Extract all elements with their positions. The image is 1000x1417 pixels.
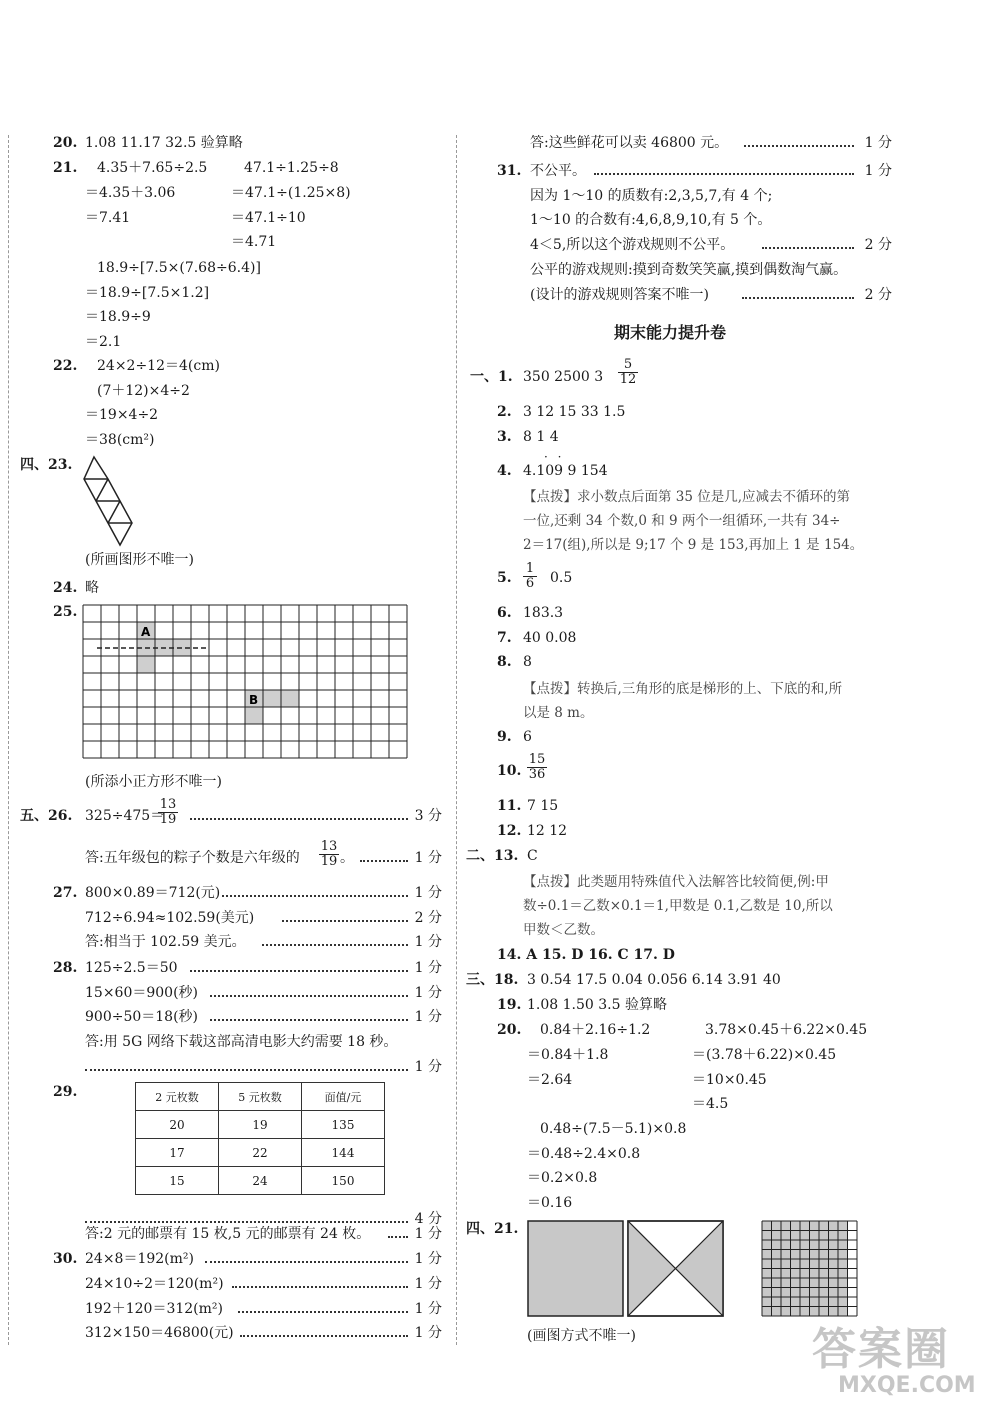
q28-number: 28. xyxy=(53,960,78,976)
q26-number: 五、26. xyxy=(20,808,73,824)
q20b-line3: ＝10×0.45 xyxy=(692,1072,767,1088)
q4-answer: 4.109 9 154 xyxy=(523,463,608,479)
q26-ans-den: 19 xyxy=(320,854,338,869)
q18-number: 三、18. xyxy=(466,972,519,988)
q14-17-answers: 14. A 15. D 16. C 17. D xyxy=(497,947,675,963)
q21r-number: 四、21. xyxy=(466,1221,519,1237)
q26-ans-dots xyxy=(360,860,408,862)
table-header: 面值/元 xyxy=(302,1083,385,1111)
q30-line2: 24×10÷2＝120(m²) xyxy=(85,1276,224,1292)
table-cell: 150 xyxy=(302,1167,385,1195)
q5-number: 5. xyxy=(497,570,512,586)
q21b-line2: ＝47.1÷(1.25×8) xyxy=(231,185,351,201)
q28-score1: 1 分 xyxy=(414,960,442,976)
q25-number: 25. xyxy=(53,604,78,620)
top-dots xyxy=(744,145,854,147)
q25-label-a: A xyxy=(141,625,151,639)
q26-dots xyxy=(190,818,408,820)
q22-line1: 24×2÷12＝4(cm) xyxy=(97,358,220,374)
table-header: 5 元枚数 xyxy=(219,1083,302,1111)
q3-answer: 8 1 4 xyxy=(523,429,559,445)
q31-dots3 xyxy=(742,297,854,299)
table-cell: 19 xyxy=(219,1111,302,1139)
q26-answer-score: 1 分 xyxy=(414,850,442,866)
q20c-line2: ＝0.48÷2.4×0.8 xyxy=(527,1146,641,1162)
table-row xyxy=(136,1139,385,1167)
q2-answer: 3 12 15 33 1.5 xyxy=(523,404,626,420)
q20a-line2: ＝0.84＋1.8 xyxy=(527,1047,609,1063)
q29-table xyxy=(135,1082,385,1195)
q30-score3: 1 分 xyxy=(414,1301,442,1317)
q19-number: 19. xyxy=(497,997,522,1013)
q31-score2: 2 分 xyxy=(864,237,892,253)
s1-fraction xyxy=(618,358,638,387)
q27-score3: 1 分 xyxy=(414,934,442,950)
q8-answer: 8 xyxy=(523,654,532,670)
q10-frac-den: 36 xyxy=(528,767,546,782)
q23-note: (所画图形不唯一) xyxy=(85,552,194,568)
q20b-line1: 3.78×0.45＋6.22×0.45 xyxy=(705,1022,868,1038)
q30-score1: 1 分 xyxy=(414,1251,442,1267)
q10-frac-num: 15 xyxy=(528,752,546,767)
q5-frac-num: 1 xyxy=(525,561,535,576)
q31-line3: 1～10 的合数有:4,6,8,9,10,有 5 个。 xyxy=(530,212,772,228)
q26-answer-fraction xyxy=(319,840,339,869)
q3-number: 3. xyxy=(497,429,512,445)
q13-note1: 【点拨】此类题用特殊值代入法解答比较简便,例:甲 xyxy=(523,874,829,890)
q28-dots2 xyxy=(210,995,408,997)
q29-dots xyxy=(85,1221,408,1223)
q21a-line1: 4.35＋7.65÷2.5 xyxy=(97,160,208,176)
q4-note2: 一位,还剩 34 个数,0 和 9 两个一组循环,一共有 34÷ xyxy=(523,513,841,529)
q20a-line1: 0.84＋2.16÷1.2 xyxy=(540,1022,651,1038)
q31-dots2 xyxy=(762,247,854,249)
table-cell: 17 xyxy=(136,1139,219,1167)
q30-dots4 xyxy=(240,1335,408,1337)
q27-dots2 xyxy=(282,920,408,922)
q22-line4: ＝38(cm²) xyxy=(85,432,155,448)
s1-frac-den: 12 xyxy=(619,372,637,387)
q21-number: 21. xyxy=(53,160,78,176)
q28-line4: 答:用 5G 网络下载这部高清电影大约需要 18 秒。 xyxy=(85,1034,398,1050)
q29-score: 4 分 xyxy=(414,1211,442,1227)
left-margin-line xyxy=(8,135,9,1345)
q11-number: 11. xyxy=(497,798,522,814)
q27-dots3 xyxy=(262,944,408,946)
q26-answer-end: 。 xyxy=(340,850,354,866)
s1-number: 一、1. xyxy=(470,369,513,385)
q31-line5: 公平的游戏规则:摸到奇数笑笑赢,摸到偶数淘气赢。 xyxy=(530,262,848,278)
q25-note: (所添小正方形不唯一) xyxy=(85,774,222,790)
watermark-url: MXQE.COM xyxy=(838,1373,976,1398)
q28-dots1 xyxy=(190,970,408,972)
q31-dots1 xyxy=(594,173,854,175)
q28-line3: 900÷50＝18(秒) xyxy=(85,1009,199,1025)
q29-number: 29. xyxy=(53,1084,78,1100)
q30-number: 30. xyxy=(53,1251,78,1267)
q10-fraction xyxy=(527,753,547,782)
q21a-line3: ＝7.41 xyxy=(85,210,131,226)
table-header: 2 元枚数 xyxy=(136,1083,219,1111)
q2-number: 2. xyxy=(497,404,512,420)
q4-repeat-dots: · · xyxy=(544,450,565,464)
q25-label-b: B xyxy=(249,693,259,707)
q27-number: 27. xyxy=(53,885,78,901)
q21c-line4: ＝2.1 xyxy=(85,334,122,350)
q19-answer: 1.08 1.50 3.5 验算略 xyxy=(527,997,667,1013)
q21b-line1: 47.1÷1.25÷8 xyxy=(244,160,339,176)
q27-line3: 答:相当于 102.59 美元。 xyxy=(85,934,246,950)
q26-ans-num: 13 xyxy=(320,839,338,854)
q13-answer: C xyxy=(527,848,538,864)
q4-note3: 2＝17(组),所以是 9;17 个 9 是 153,再加上 1 是 154。 xyxy=(523,537,864,553)
q22-line2: (7＋12)×4÷2 xyxy=(97,383,190,399)
q26-score: 3 分 xyxy=(414,808,442,824)
q26-frac-den: 19 xyxy=(159,812,177,827)
table-cell: 24 xyxy=(219,1167,302,1195)
table-header-row xyxy=(136,1083,385,1111)
q26-answer: 答:五年级包的粽子个数是六年级的 xyxy=(85,850,300,866)
q20a-line3: ＝2.64 xyxy=(527,1072,573,1088)
q28-dots4 xyxy=(85,1069,408,1071)
q26-frac-num: 13 xyxy=(159,797,177,812)
q4-note1: 【点拨】求小数点后面第 35 位是几,应减去不循环的第 xyxy=(523,489,851,505)
q13-number: 二、13. xyxy=(466,848,519,864)
q12-number: 12. xyxy=(497,823,522,839)
q12-answer: 12 12 xyxy=(527,823,568,839)
q31-line4: 4＜5,所以这个游戏规则不公平。 xyxy=(530,237,735,253)
q31-score3: 2 分 xyxy=(864,287,892,303)
q20c-line3: ＝0.2×0.8 xyxy=(527,1170,598,1186)
table-row xyxy=(136,1111,385,1139)
q30-line3: 192＋120＝312(m²) xyxy=(85,1301,223,1317)
q21c-line1: 18.9÷[7.5×(7.68÷6.4)] xyxy=(97,260,261,276)
q28-line2: 15×60＝900(秒) xyxy=(85,985,199,1001)
watermark-logo: 答案圈 xyxy=(812,1324,950,1375)
q20r-number: 20. xyxy=(497,1022,522,1038)
q7-answer: 40 0.08 xyxy=(523,630,577,646)
q28-score4: 1 分 xyxy=(414,1059,442,1075)
q30-dots2 xyxy=(232,1286,408,1288)
q23-net-figure xyxy=(82,455,134,547)
q20-answer: 1.08 11.17 32.5 验算略 xyxy=(85,135,243,151)
q30-score4: 1 分 xyxy=(414,1325,442,1341)
table-cell: 144 xyxy=(302,1139,385,1167)
q8-number: 8. xyxy=(497,654,512,670)
q31-line2: 因为 1～10 的质数有:2,3,5,7,有 4 个; xyxy=(530,188,773,204)
table-cell: 20 xyxy=(136,1111,219,1139)
q27-dots1 xyxy=(222,895,408,897)
q8-note1: 【点拨】转换后,三角形的底是梯形的上、下底的和,所 xyxy=(523,681,843,697)
q28-line1: 125÷2.5＝50 xyxy=(85,960,178,976)
q24-answer: 略 xyxy=(85,580,99,596)
q20b-line4: ＝4.5 xyxy=(692,1096,729,1112)
q31-number: 31. xyxy=(497,163,522,179)
q21a-line2: ＝4.35＋3.06 xyxy=(85,185,176,201)
q21-figures xyxy=(527,1220,867,1320)
q21b-line4: ＝4.71 xyxy=(231,234,277,250)
q4-number: 4. xyxy=(497,463,512,479)
q26-eq: 325÷475＝ xyxy=(85,808,165,824)
q28-score2: 1 分 xyxy=(414,985,442,1001)
q20-number: 20. xyxy=(53,135,78,151)
q10-number: 10. xyxy=(497,763,522,779)
table-row xyxy=(136,1167,385,1195)
table-cell: 22 xyxy=(219,1139,302,1167)
q31-score1: 1 分 xyxy=(864,163,892,179)
top-score: 1 分 xyxy=(864,135,892,151)
q22-line3: ＝19×4÷2 xyxy=(85,407,159,423)
q29-answer: 答:2 元的邮票有 15 枚,5 元的邮票有 24 枚。 xyxy=(85,1226,371,1242)
q26-fraction xyxy=(158,798,178,827)
q11-answer: 7 15 xyxy=(527,798,559,814)
q30-dots3 xyxy=(238,1311,408,1313)
q30-line4: 312×150＝46800(元) xyxy=(85,1325,234,1341)
q6-answer: 183.3 xyxy=(523,605,564,621)
q30-dots1 xyxy=(205,1261,408,1263)
q6-number: 6. xyxy=(497,605,512,621)
q21c-line2: ＝18.9÷[7.5×1.2] xyxy=(85,285,210,301)
q31-line1: 不公平。 xyxy=(530,163,586,179)
q9-number: 9. xyxy=(497,729,512,745)
q27-score2: 2 分 xyxy=(414,910,442,926)
q20b-line2: ＝(3.78＋6.22)×0.45 xyxy=(692,1047,837,1063)
q22-number: 22. xyxy=(53,358,78,374)
q13-note2: 数÷0.1＝乙数×0.1＝1,甲数是 0.1,乙数是 10,所以 xyxy=(523,898,833,914)
q5-answer: 0.5 xyxy=(550,570,573,586)
column-divider xyxy=(456,135,457,1345)
q30-line1: 24×8＝192(m²) xyxy=(85,1251,194,1267)
table-cell: 135 xyxy=(302,1111,385,1139)
q18-answer: 3 0.54 17.5 0.04 0.056 6.14 3.91 40 xyxy=(527,972,781,988)
q27-score1: 1 分 xyxy=(414,885,442,901)
q29-ans-dots xyxy=(388,1236,408,1238)
q27-line1: 800×0.89＝712(元) xyxy=(85,885,221,901)
q21c-line3: ＝18.9÷9 xyxy=(85,309,151,325)
q21b-line3: ＝47.1÷10 xyxy=(231,210,306,226)
q25-grid xyxy=(83,605,409,763)
section-title: 期末能力提升卷 xyxy=(614,323,727,342)
q20c-line4: ＝0.16 xyxy=(527,1195,573,1211)
q20c-line1: 0.48÷(7.5－5.1)×0.8 xyxy=(540,1121,687,1137)
q7-number: 7. xyxy=(497,630,512,646)
q5-frac-den: 6 xyxy=(523,576,537,591)
q8-note2: 以是 8 m。 xyxy=(523,705,594,721)
q27-line2: 712÷6.94≈102.59(美元) xyxy=(85,910,255,926)
q5-fraction xyxy=(523,562,537,591)
q23-number: 四、23. xyxy=(20,457,73,473)
q9-answer: 6 xyxy=(523,729,532,745)
q30-score2: 1 分 xyxy=(414,1276,442,1292)
s1-answer: 350 2500 3 xyxy=(523,369,604,385)
s1-frac-num: 5 xyxy=(623,357,633,372)
q29-answer-score: 1 分 xyxy=(414,1226,442,1242)
q24-number: 24. xyxy=(53,580,78,596)
top-answer: 答:这些鲜花可以卖 46800 元。 xyxy=(530,135,729,151)
q28-dots3 xyxy=(210,1019,408,1021)
q13-note3: 甲数＜乙数。 xyxy=(523,922,604,938)
q31-line6: (设计的游戏规则答案不唯一) xyxy=(530,287,709,303)
q21-note: (画图方式不唯一) xyxy=(527,1328,636,1344)
q28-score3: 1 分 xyxy=(414,1009,442,1025)
table-cell: 15 xyxy=(136,1167,219,1195)
